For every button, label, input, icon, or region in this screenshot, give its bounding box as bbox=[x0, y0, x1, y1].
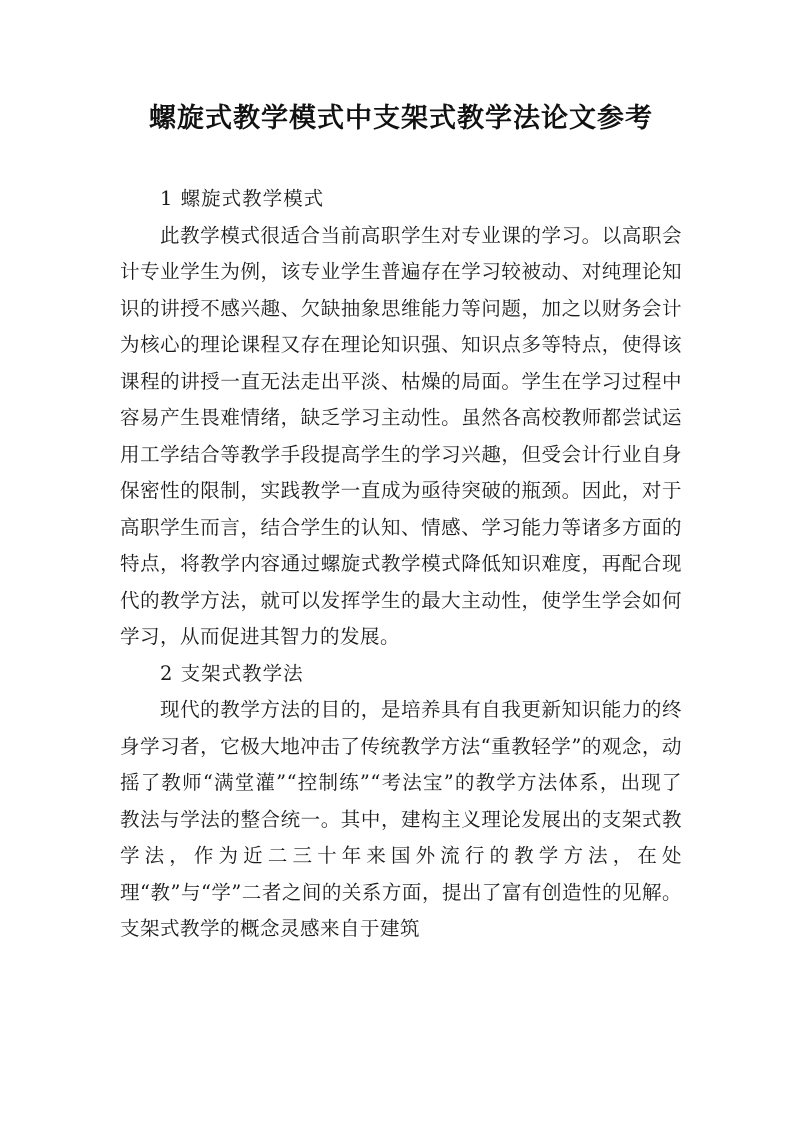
section-heading: 2 支架式教学法 bbox=[160, 661, 304, 685]
document-title: 螺旋式教学模式中支架式教学法论文参考 bbox=[149, 103, 653, 134]
section-scaffolding-teaching bbox=[120, 656, 682, 948]
section-paragraph: 现代的教学方法的目的，是培养具有自我更新知识能力的终身学习者，它极大地冲击了传统教学方法“重教轻学”的观念，动摇了教师“满堂灌”“控制练”“考法宝”的教学方法体系，出现了教法与学法的整合统一。其中，建构主义理论发展出的支架式教学法，作为近二三十年来国外流行的教学方法，在处理“教”与“学”二者之间的关系方面，提出了富有创造性的见解。支架式教学的概念灵感来自于建筑 bbox=[120, 698, 682, 940]
section-spiral-teaching-model bbox=[120, 181, 682, 656]
document-body bbox=[120, 181, 682, 948]
section-paragraph: 此教学模式很适合当前高职学生对专业课的学习。以高职会计专业学生为例，该专业学生普遍存在学习较被动、对纯理论知识的讲授不感兴趣、欠缺抽象思维能力等问题，加之以财务会计为核心的理论课程又存在理论知识强、知识点多等特点，使得该课程的讲授一直无法走出平淡、枯燥的局面。学生在学习过程中容易产生畏难情绪，缺乏学习主动性。虽然各高校教师都尝试运用工学结合等教学手段提高学生的学习兴趣，但受会计行业自身保密性的限制，实践教学一直成为亟待突破的瓶颈。因此，对于高职学生而言，结合学生的认知、情感、学习能力等诸多方面的特点，将教学内容通过螺旋式教学模式降低知识难度，再配合现代的教学方法，就可以发挥学生的最大主动性，使学生学会如何学习，从而促进其智力的发展。 bbox=[120, 223, 682, 648]
section-heading: 1 螺旋式教学模式 bbox=[160, 187, 325, 210]
